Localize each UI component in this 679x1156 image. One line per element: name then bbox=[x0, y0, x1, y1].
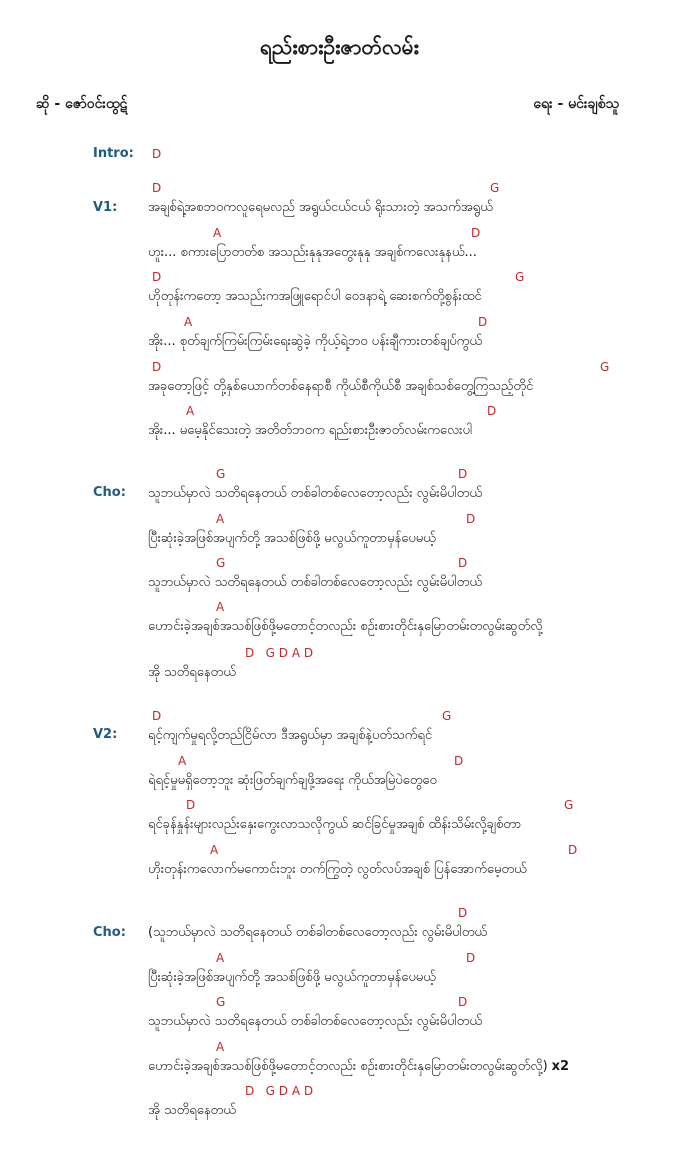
chord: G bbox=[442, 709, 452, 723]
chord: A bbox=[178, 754, 187, 768]
chord: D bbox=[152, 709, 162, 723]
chord: G bbox=[216, 556, 226, 570]
chord: A bbox=[210, 843, 219, 857]
lyric-line: အို သတိရနေတယ် bbox=[148, 665, 236, 680]
chord: A bbox=[216, 951, 225, 965]
lyric-line: အို သတိရနေတယ် bbox=[148, 1103, 236, 1118]
chord: D bbox=[458, 906, 468, 920]
chord: D bbox=[478, 315, 488, 329]
cho1-label: Cho: bbox=[93, 485, 126, 500]
chord: D bbox=[458, 995, 468, 1009]
writer-credit: ရေး - မင်းချစ်သူ bbox=[533, 96, 619, 112]
lyric-line: သူဘယ်မှာလဲ သတိရနေတယ် တစ်ခါတစ်လေတော့လည်း လွမ်းမိပါတယ် bbox=[148, 575, 482, 590]
lyric-line: ရင့်ကျက်မှုရလို့တည်ငြိမ်လာ ဒီအရွယ်မှာ အချစ်နဲ့ပတ်သက်ရင် bbox=[148, 728, 433, 743]
chord: A bbox=[216, 600, 225, 614]
chord: G bbox=[490, 181, 500, 195]
v2-label: V2: bbox=[93, 727, 118, 742]
chord: D bbox=[458, 467, 468, 481]
chord: G bbox=[216, 995, 226, 1009]
chord: D bbox=[568, 843, 578, 857]
intro-label: Intro: bbox=[93, 146, 134, 161]
lyric-text: ဟောင်းခဲ့အချစ်အသစ်ဖြစ်ဖို့မတောင့်တလည်း စဉ်းစားတိုင်းနှမြောတမ်းတလွမ်းဆွတ်လို့) bbox=[148, 1059, 548, 1074]
lyric-line bbox=[148, 1058, 569, 1076]
lyric-line: ရဲရင့်မှုမရှိတော့ဘူး ဆုံးဖြတ်ချက်ချဖို့အရေး ကိုယ်အမြဲပဲတွေဝေ bbox=[148, 773, 437, 788]
lyric-line: သူဘယ်မှာလဲ သတိရနေတယ် တစ်ခါတစ်လေတော့လည်း လွမ်းမိပါတယ် bbox=[148, 1014, 482, 1029]
chord: A bbox=[216, 1040, 225, 1054]
chord: D bbox=[152, 181, 162, 195]
chord: D bbox=[186, 798, 196, 812]
lyric-line: ပြီးဆုံးခဲ့အဖြစ်အပျက်တို့ အသစ်ဖြစ်ဖို့ မလွယ်ကူတာမှန်ပေမယ့် bbox=[148, 970, 436, 985]
lyric-line: ရင်ခုန်နှုန်းများလည်းနှေးကွေးလာသလိုကွယ် ဆင်ခြင်မှုအချစ် ထိန်းသိမ်းလို့ချစ်တာ bbox=[148, 817, 522, 832]
singer-credit: ဆို - ဇော်ဝင်းထွဋ် bbox=[36, 96, 128, 112]
lyric-line: ဟောင်းခဲ့အချစ်အသစ်ဖြစ်ဖို့မတောင့်တလည်း စဉ်းစားတိုင်းနှမြောတမ်းတလွမ်းဆွတ်လို့ bbox=[148, 619, 543, 634]
v1-label: V1: bbox=[93, 200, 118, 215]
chord: D G D A D bbox=[245, 646, 314, 660]
chord: G bbox=[216, 467, 226, 481]
chord: D bbox=[466, 512, 476, 526]
chord: A bbox=[184, 315, 193, 329]
chord: D bbox=[152, 270, 162, 284]
chord: A bbox=[216, 512, 225, 526]
chord: D bbox=[152, 360, 162, 374]
lyric-line: ဟိုးတုန်းကလောက်မကောင်းဘူး တက်ကြွတဲ့ လွတ်လပ်အချစ် ပြန်အောက်မေ့တယ် bbox=[148, 862, 527, 877]
lyric-line: ပြီးဆုံးခဲ့အဖြစ်အပျက်တို့ အသစ်ဖြစ်ဖို့ မလွယ်ကူတာမှန်ပေမယ့် bbox=[148, 531, 436, 546]
lyric-line: အိုး... စုတ်ချက်ကြမ်းကြမ်းရေးဆွဲခဲ့ ကိုယ့်ရဲ့ဘဝ ပန်းချီကားတစ်ချပ်ကွယ် bbox=[148, 334, 482, 349]
chord: A bbox=[186, 404, 195, 418]
chord: G bbox=[515, 270, 525, 284]
cho2-label: Cho: bbox=[93, 925, 126, 940]
chord: A bbox=[213, 226, 222, 240]
chord: D bbox=[487, 404, 497, 418]
chord: D bbox=[458, 556, 468, 570]
chord: G bbox=[600, 360, 610, 374]
chord: D bbox=[454, 754, 464, 768]
repeat-marker: x2 bbox=[551, 1059, 570, 1074]
lyric-line: အချစ်ရဲ့အစဘဝကလူရေမလည် အရွယ်ငယ်ငယ် ရိုးသားတဲ့ အသက်အရွယ် bbox=[148, 200, 493, 215]
lyric-line: ဟူး... စကားပြောတတ်စ အသည်းနုနုအတွေးနုနု အချစ်ကလေးနုနယ်... bbox=[148, 245, 477, 260]
chord: D G D A D bbox=[245, 1084, 314, 1098]
chord: D bbox=[466, 951, 476, 965]
chord: G bbox=[564, 798, 574, 812]
chord: D bbox=[471, 226, 481, 240]
lyric-line: အိုး... မမေ့နိုင်သေးတဲ့ အတိတ်ဘဝက ရည်းစားဦးဇာတ်လမ်းကလေးပါ bbox=[148, 423, 473, 438]
song-title: ရည်းစားဦးဇာတ်လမ်း bbox=[259, 35, 420, 59]
lyric-line: အခုတော့ဖြင့် တို့နှစ်ယောက်တစ်နေရာစီ ကိုယ်စီကိုယ်စီ အချစ်သစ်တွေ့ကြသည့်တိုင် bbox=[148, 379, 534, 394]
lyric-line: သူဘယ်မှာလဲ သတိရနေတယ် တစ်ခါတစ်လေတော့လည်း လွမ်းမိပါတယ် bbox=[148, 486, 482, 501]
lyric-line: ဟိုတုန်းကတော့ အသည်းကအဖြူရောင်ပါ ဝေဒနာရဲ့ ဆေးစက်တို့စွန်းထင် bbox=[148, 289, 482, 304]
intro-chord: D bbox=[152, 147, 162, 161]
lyric-line: (သူဘယ်မှာလဲ သတိရနေတယ် တစ်ခါတစ်လေတော့လည်း လွမ်းမိပါတယ် bbox=[148, 925, 488, 940]
